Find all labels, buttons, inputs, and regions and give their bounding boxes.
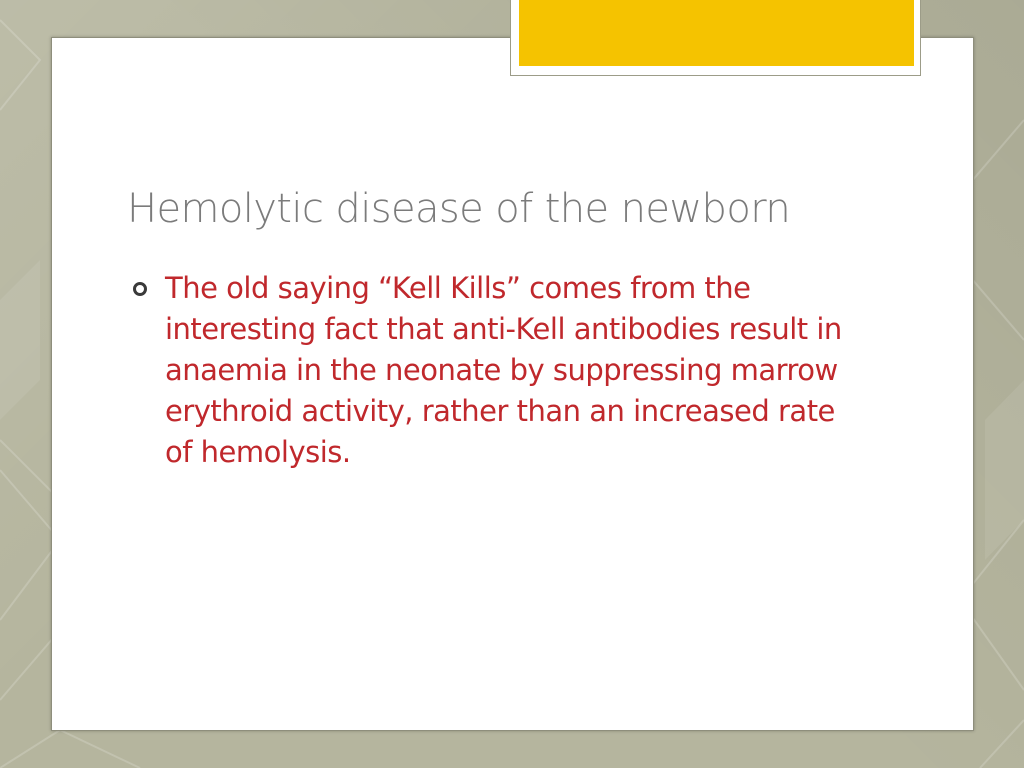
accent-block bbox=[519, 0, 914, 66]
slide-title: Hemolytic disease of the newborn bbox=[127, 186, 791, 232]
bullet-list bbox=[132, 268, 852, 473]
hollow-circle-bullet-icon bbox=[132, 281, 148, 297]
bullet-item bbox=[132, 268, 852, 473]
bullet-text: The old saying “Kell Kills” comes from the interesting fact that anti-Kell antibodies result in anaemia in the neonate by suppressing marrow erythroid activity, rather than an increased rate of hemolysis. bbox=[165, 271, 842, 469]
